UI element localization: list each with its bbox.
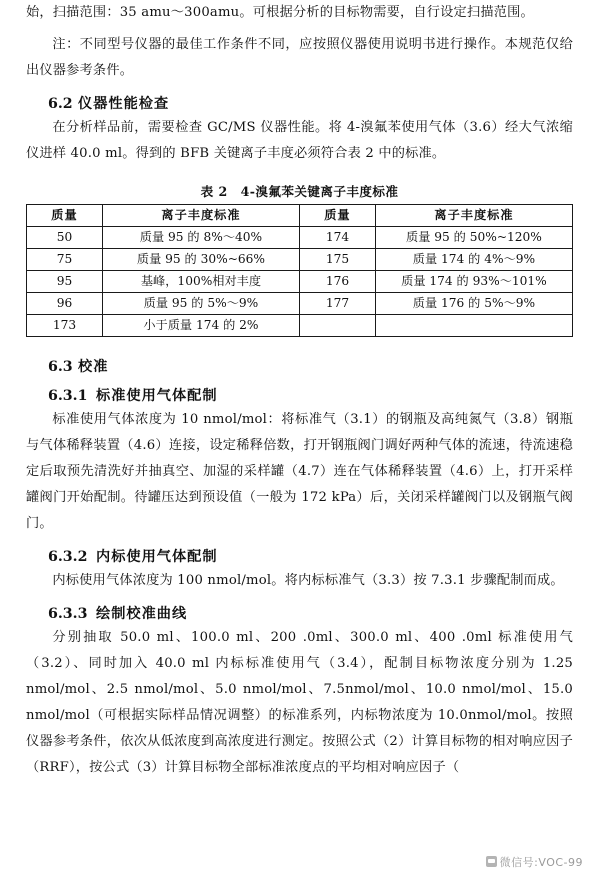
- section-number: 6.3.2: [48, 549, 88, 565]
- section-number: 6.3.1: [48, 388, 88, 404]
- table-cell: 174: [299, 227, 375, 249]
- table-cell: 50: [27, 227, 103, 249]
- table-cell: 质量 176 的 5%～9%: [375, 293, 572, 315]
- table-cell: 质量 95 的 30%~66%: [102, 249, 299, 271]
- table-row: [27, 271, 573, 293]
- table-row: [27, 249, 573, 271]
- section-heading-6-3-3: [26, 603, 573, 623]
- section-heading-6-2: [26, 93, 573, 113]
- section-heading-6-3-1: [26, 385, 573, 405]
- table-header-row: [27, 205, 573, 227]
- section-title: 仪器性能检查: [78, 96, 170, 112]
- watermark: [486, 854, 583, 870]
- section-title: 标准使用气体配制: [96, 388, 218, 404]
- table-header-cell: 离子丰度标准: [102, 205, 299, 227]
- table-cell: 质量 95 的 8%～40%: [102, 227, 299, 249]
- paragraph-note: 注：不同型号仪器的最佳工作条件不同，应按照仪器使用说明书进行操作。本规范仅给出仪器参考条件。: [26, 37, 573, 78]
- paragraph-6-3-3: 分别抽取 50.0 ml、100.0 ml、200 .0ml、300.0 ml、400 .0ml 标准使用气（3.2）、同时加入 40.0 ml 内标标准使用气（3.4），配制目标物浓度分别为 1.25 nmol/mol、2.5 nmol/mol、5.0 nmol/mol、7.5nmol/mol、10.0 nmol/mol、15.0 nmol/mol（可根据实际样品情况调整）的标准系列，内标物浓度为 10.0nmol/mol。按照仪器参考条件，依次从低浓度到高浓度进行测定。按照公式（2）计算目标物的相对响应因子（RRF），按公式（3）计算目标物全部标准浓度点的平均相对响应因子（: [26, 630, 573, 775]
- table-cell: 小于质量 174 的 2%: [102, 315, 299, 337]
- bfb-ion-abundance-table: [26, 204, 573, 337]
- paragraph-6-3-2: 内标使用气体浓度为 100 nmol/mol。将内标标准气（3.3）按 7.3.1 步骤配制而成。: [52, 573, 564, 588]
- table-cell: [299, 315, 375, 337]
- table-cell: 基峰，100%相对丰度: [102, 271, 299, 293]
- table-cell: 质量 174 的 4%～9%: [375, 249, 572, 271]
- table-row: [27, 227, 573, 249]
- spacer: [26, 337, 573, 347]
- table-caption: 表 2 4-溴氟苯关键离子丰度标准: [200, 184, 399, 199]
- table-header-cell: 质量: [299, 205, 375, 227]
- section-number: 6.2: [48, 96, 73, 112]
- paragraph-top: 始，扫描范围：35 amu～300amu。可根据分析的目标物需要，自行设定扫描范围。: [26, 5, 534, 20]
- watermark-text: 微信号:VOC-99: [499, 856, 583, 869]
- section-title: 绘制校准曲线: [96, 606, 188, 622]
- table-cell: 质量 95 的 50%~120%: [375, 227, 572, 249]
- table-cell: 95: [27, 271, 103, 293]
- table-cell: 质量 95 的 5%～9%: [102, 293, 299, 315]
- table-cell: 177: [299, 293, 375, 315]
- section-number: 6.3.3: [48, 606, 88, 622]
- table-row: [27, 315, 573, 337]
- table-cell: 质量 174 的 93%～101%: [375, 271, 572, 293]
- table-header-cell: 质量: [27, 205, 103, 227]
- table-row: [27, 293, 573, 315]
- table-cell: 175: [299, 249, 375, 271]
- section-number: 6.3: [48, 359, 73, 375]
- table-cell: 173: [27, 315, 103, 337]
- wechat-icon: [486, 856, 497, 867]
- section-title: 校准: [78, 359, 109, 375]
- paragraph-6-2: 在分析样品前，需要检查 GC/MS 仪器性能。将 4-溴氟苯使用气体（3.6）经大气浓缩仪进样 40.0 ml。得到的 BFB 关键离子丰度必须符合表 2 中的标准。: [26, 120, 573, 161]
- section-heading-6-3-2: [26, 546, 573, 566]
- paragraph-6-3-1: 标准使用气体浓度为 10 nmol/mol：将标准气（3.1）的钢瓶及高纯氮气（3.8）钢瓶与气体稀释装置（4.6）连接，设定稀释倍数，打开钢瓶阀门调好两种气体的流速，待流速稳定后取预先清洗好并抽真空、加湿的采样罐（4.7）连在气体稀释装置（4.6）上，打开采样罐阀门开始配制。待罐压达到预设值（一般为 172 kPa）后，关闭采样罐阀门以及钢瓶气阀门。: [26, 412, 573, 531]
- section-heading-6-3: [26, 356, 573, 376]
- table-cell: 96: [27, 293, 103, 315]
- section-title: 内标使用气体配制: [96, 549, 218, 565]
- table-header-cell: 离子丰度标准: [375, 205, 572, 227]
- table-cell: [375, 315, 572, 337]
- table-cell: 176: [299, 271, 375, 293]
- table-cell: 75: [27, 249, 103, 271]
